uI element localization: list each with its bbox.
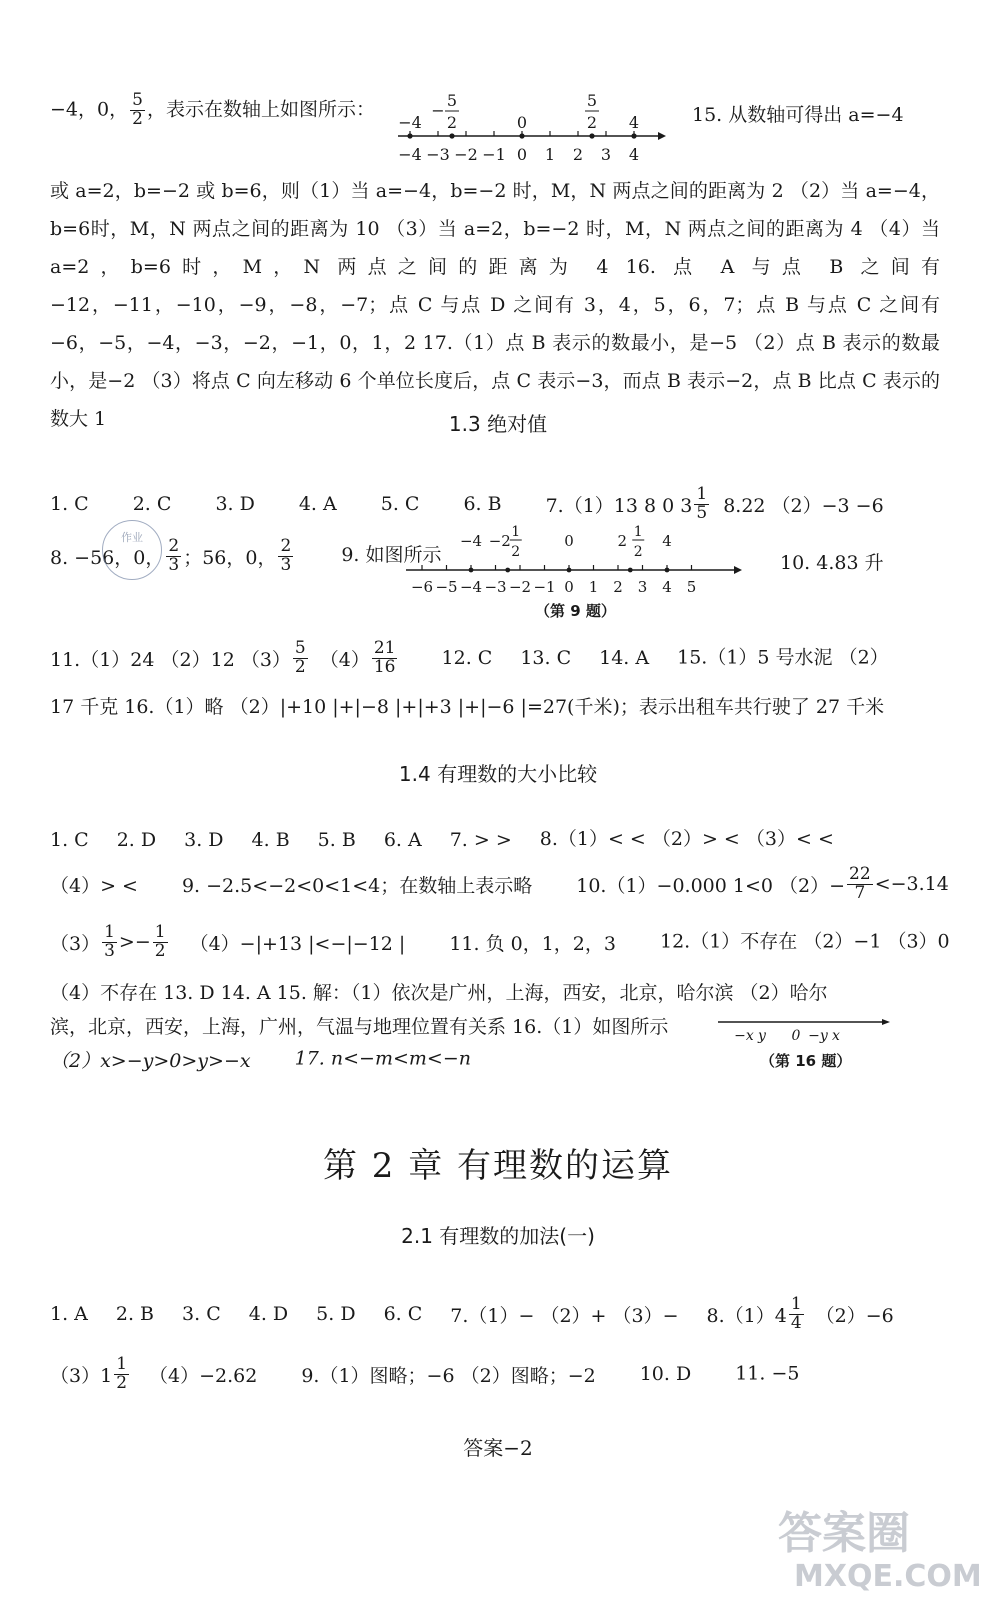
axis-tick-label: −3 (426, 145, 450, 164)
axis-tick-label: −2 (454, 145, 478, 164)
number-line-q9 (404, 520, 744, 600)
s14-row3: （3） $\frac{1}{3}$ >− $\frac{1}{2}$ （4）−|+13 |<−|−12 | 11. 负 0，1，2，3 12.（1）不存在 （2）−1 （3）0 (50, 922, 950, 961)
axis-point-num: 5 (586, 91, 598, 110)
number-line-top (396, 88, 666, 168)
caption-q9: （第 9 题） (535, 602, 616, 620)
s14-row6: （2）x>−y>0>y>−x 17. n<−m<m<−n (50, 1047, 471, 1072)
s14-row5: 滨，北京，西安，上海，广州，气温与地理位置有关系 16.（1）如图所示 (50, 1016, 669, 1038)
chapter-title: 第 2 章 有理数的运算 (322, 1146, 674, 1186)
axis-point-label: 0 (564, 532, 574, 550)
axis-tick-label: 0 (564, 578, 574, 596)
intro-line: −4，0， $\frac{5}{2}$ ，表示在数轴上如图所示： (50, 90, 375, 129)
top-paragraph: 或 a=2，b=−2 或 b=6，则（1）当 a=−4，b=−2 时，M，N 两点之间的距离为 2 （2）当 a=−4，b=6时，M，N 两点之间的距离为 10 （3）当 a=2，b=−2 时，M，N 两点之间的距离为 4 （4）当 a=2，b=6时，M，N 两点之间的距离为 4 16. 点 A 与点 B 之间有−12，−11，−10，−9，−8，−7；点 C 与点 D 之间有 3，4，5，6，7；点 B 与点 C 之间有−6，−5，−4，−3，−2，−1，0，1，2 17.（1）点 B 表示的数最小，是−5 （2）点 B 表示的数最小，是−2 （3）将点 C 向左移动 6 个单位长度后，点 C 表示−3，而点 B 表示−2，点 B 比点 C 表示的数大 1 (50, 180, 940, 430)
s14-row1: 1. C 2. D 3. D 4. B 5. B 6. A 7. > > 8.（1）< < （2）> < （3）< < (50, 828, 834, 851)
q7-answer: 7.（1）13 8 0 3 $\frac{1}{5}$ 8.22 （2）−3 −6 (545, 484, 884, 523)
axis-point (665, 568, 670, 573)
s13-row2: 8. −56，0， $\frac{2}{3}$ ；56，0， $\frac{2}{3}$ 9. 如图所示 (50, 536, 442, 575)
axis-tick-label: −3 (484, 578, 507, 596)
s13-row4: 17 千克 16.（1）略 （2）|+10 |+|−8 |+|+3 |+|−6 |=27(千米)；表示出租车共行驶了 27 千米 (50, 696, 885, 718)
axis-point-label: 0 (791, 1028, 801, 1044)
axis-point (567, 568, 572, 573)
axis-point (589, 133, 594, 138)
axis-point-label: 0 (516, 113, 528, 132)
s13-row1: 1. C 2. C 3. D 4. A 5. C 6. B 7.（1）13 8 0 3 $\frac{1}{5}$ 8.22 （2）−3 −6 (50, 484, 884, 523)
answer-page: −4，0， $\frac{5}{2}$ ，表示在数轴上如图所示： −4 −3 −2 −1 0 1 2 3 4 −4 0 4 − 5 2 5 2 15. 从数轴可得出 a=−4 或 a=2，b=−2 或 b=6，则（1）当 a=−4，b=−2 时，M，N 两点之间的距离为 2 （2）当 a=−4，b=6时，M，N 两点之间的距离为 10 （3）当 a=2，b=−2 时，M，N 两点之间的距离为 4 （4）当 a=2，b=6时，M，N 两点之间的距离为 4 16. 点 A 与点 B 之间有−12，−11，−10，−9，−8，−7；点 C 与点 D 之间有 3，4，5，6，7；点 B 与点 C 之间有−6，−5，−4，−3，−2，−1，0，1，2 17.（1）点 B 表示的数最小，是−5 （2）点 B 表示的数最小，是−2 （3）将点 C 向左移动 6 个单位长度后，点 C 表示−3，而点 B 表示−2，点 B 比点 C 表示的数大 1 1.3 绝对值 1. C 2. C 3. D 4. A 5. C 6. B 7.（1）13 8 0 3 $\frac{1}{5}$ 8.22 （2）−3 −6 8. −56，0， $\frac{2}{3}$ ；56，0， $\frac{2}{3}$ 9. 如图所示 −6 −5 −4 −3 −2 −1 0 1 2 3 4 5 −4 0 4 −2 1 2 2 1 2 （第 9 题） 10. 4.83 升 11.（1）24 （2）12 （3） $\frac{5}{2}$ （4） $\frac{21}{16}$ 12. C 13. C 14. A 15.（1）5 号水泥 （2） 17 千克 16.（1）略 （2）|+10 |+|−8 |+|+3 |+|−6 |=27(千米)；表示出租车共行驶了 27 千米 1.4 有理数的大小比较 1. C 2. D 3. D 4. B 5. B 6. A 7. > > 8.（1）< < （2）> < （3）< < （4）> < 9. −2.5<−2<0<1<4；在数轴上表示略 10.（1）−0.000 1<0 （2）− $\frac{22}{7}$ <−3.14 （3） $\frac{1}{3}$ >− $\frac{1}{2}$ （4）−|+13 |<−|−12 | 11. 负 0，1，2，3 12.（1）不存在 （2）−1 （3）0 （4）不存在 13. D 14. A 15. 解：（1）依次是广州，上海，西安，北京，哈尔滨 （2）哈尔 滨，北京，西安，上海，广州，气温与地理位置有关系 16.（1）如图所示 −x y 0 −y x （第 16 题） （2）x>−y>0>y>−x 17. n<−m<m<−n 第 2 章 有理数的运算 2.1 有理数的加法(一) 1. A 2. B 3. C 4. D 5. D 6. C 7.（1）− （2）+ （3）− 8.（1）4 $\frac{1}{4}$ （2）−6 （3）1 $\frac{1}{2}$ （4）−2.62 9.（1）图略；−6 （2）图略；−2 10. D 11. −5 答案−2 作业 答案圈 MXQE.COM (0, 0, 996, 1600)
axis-point-label: −4 (459, 532, 483, 550)
axis-point-den: 2 (586, 113, 598, 132)
axis-point-label: −y (808, 1028, 828, 1044)
axis-tick-label: 3 (600, 145, 612, 164)
axis-tick-label: 2 (572, 145, 584, 164)
axis-point-label: 4 (662, 532, 672, 550)
axis-tick-label: 1 (544, 145, 556, 164)
axis-point-den: 2 (511, 544, 521, 560)
axis-tick-label: −4 (398, 145, 422, 164)
axis-tick-label: 4 (628, 145, 640, 164)
s14-row4: （4）不存在 13. D 14. A 15. 解：（1）依次是广州，上海，西安，北京，哈尔滨 （2）哈尔 (50, 982, 828, 1004)
svg-text:答案圈: 答案圈 (778, 1508, 910, 1559)
axis-point (628, 568, 633, 573)
axis-tick-label: −5 (435, 578, 458, 596)
axis-point-num: 1 (511, 524, 521, 540)
section-title-1-4: 1.4 有理数的大小比较 (398, 762, 598, 786)
s14-row2: （4）> < 9. −2.5<−2<0<1<4；在数轴上表示略 10.（1）−0.000 1<0 （2）− $\frac{22}{7}$ <−3.14 (50, 864, 949, 903)
axis-point-whole: −2 (488, 532, 511, 550)
caption-q16: （第 16 题） (760, 1052, 852, 1070)
fraction: $\frac{5}{2}$ (132, 90, 143, 129)
axis-tick-label: 3 (637, 578, 648, 596)
axis-point-num: 5 (446, 91, 458, 110)
axis-tick-label: 4 (662, 578, 672, 596)
q15-start: 15. 从数轴可得出 a=−4 (692, 104, 904, 126)
axis-tick-label: −4 (459, 578, 483, 596)
axis-tick-label: 1 (588, 578, 599, 596)
axis-tick-label: −6 (410, 578, 434, 596)
axis-tick-label: −1 (482, 145, 506, 164)
s13-row3: 11.（1）24 （2）12 （3） $\frac{5}{2}$ （4） $\frac{21}{16}$ 12. C 13. C 14. A 15.（1）5 号水泥 （2） (50, 638, 889, 677)
axis-point-num: 1 (633, 524, 643, 540)
section-title-1-3: 1.3 绝对值 (448, 412, 548, 436)
axis-tick-label: 5 (686, 578, 697, 596)
s21-row1: 1. A 2. B 3. C 4. D 5. D 6. C 7.（1）− （2）+ （3）− 8.（1）4 $\frac{1}{4}$ （2）−6 (50, 1294, 894, 1333)
axis-point-whole: 2 (617, 532, 628, 550)
watermark-logo (772, 1496, 982, 1594)
s21-row2: （3）1 $\frac{1}{2}$ （4）−2.62 9.（1）图略；−6 （2）图略；−2 10. D 11. −5 (50, 1354, 800, 1393)
axis-point-den: 2 (446, 113, 458, 132)
axis-point (407, 133, 412, 138)
section-title-2-1: 2.1 有理数的加法(一) (401, 1224, 595, 1248)
number-line-q16 (716, 1010, 892, 1046)
axis-point-den: 2 (633, 544, 643, 560)
axis-point-label: 4 (628, 113, 640, 132)
axis-point (631, 133, 636, 138)
axis-point (449, 133, 454, 138)
axis-point-label: y (758, 1028, 766, 1044)
stamp-seal: 作业 (102, 520, 162, 580)
axis-tick-label: 2 (613, 578, 623, 596)
axis-point-sign: − (431, 101, 445, 120)
axis-point-label: −4 (398, 113, 422, 132)
axis-point (519, 133, 524, 138)
axis-tick-label: −1 (533, 578, 556, 596)
axis-point (505, 568, 510, 573)
svg-text:MXQE.COM: MXQE.COM (794, 1559, 982, 1594)
intro-text: −4，0， (50, 98, 129, 121)
page-footer: 答案−2 (463, 1436, 533, 1460)
axis-point-label: x (832, 1028, 840, 1044)
axis-point (469, 568, 474, 573)
axis-tick-label: −2 (508, 578, 532, 596)
axis-point-label: −x (734, 1028, 754, 1044)
axis-tick-label: 0 (516, 145, 528, 164)
